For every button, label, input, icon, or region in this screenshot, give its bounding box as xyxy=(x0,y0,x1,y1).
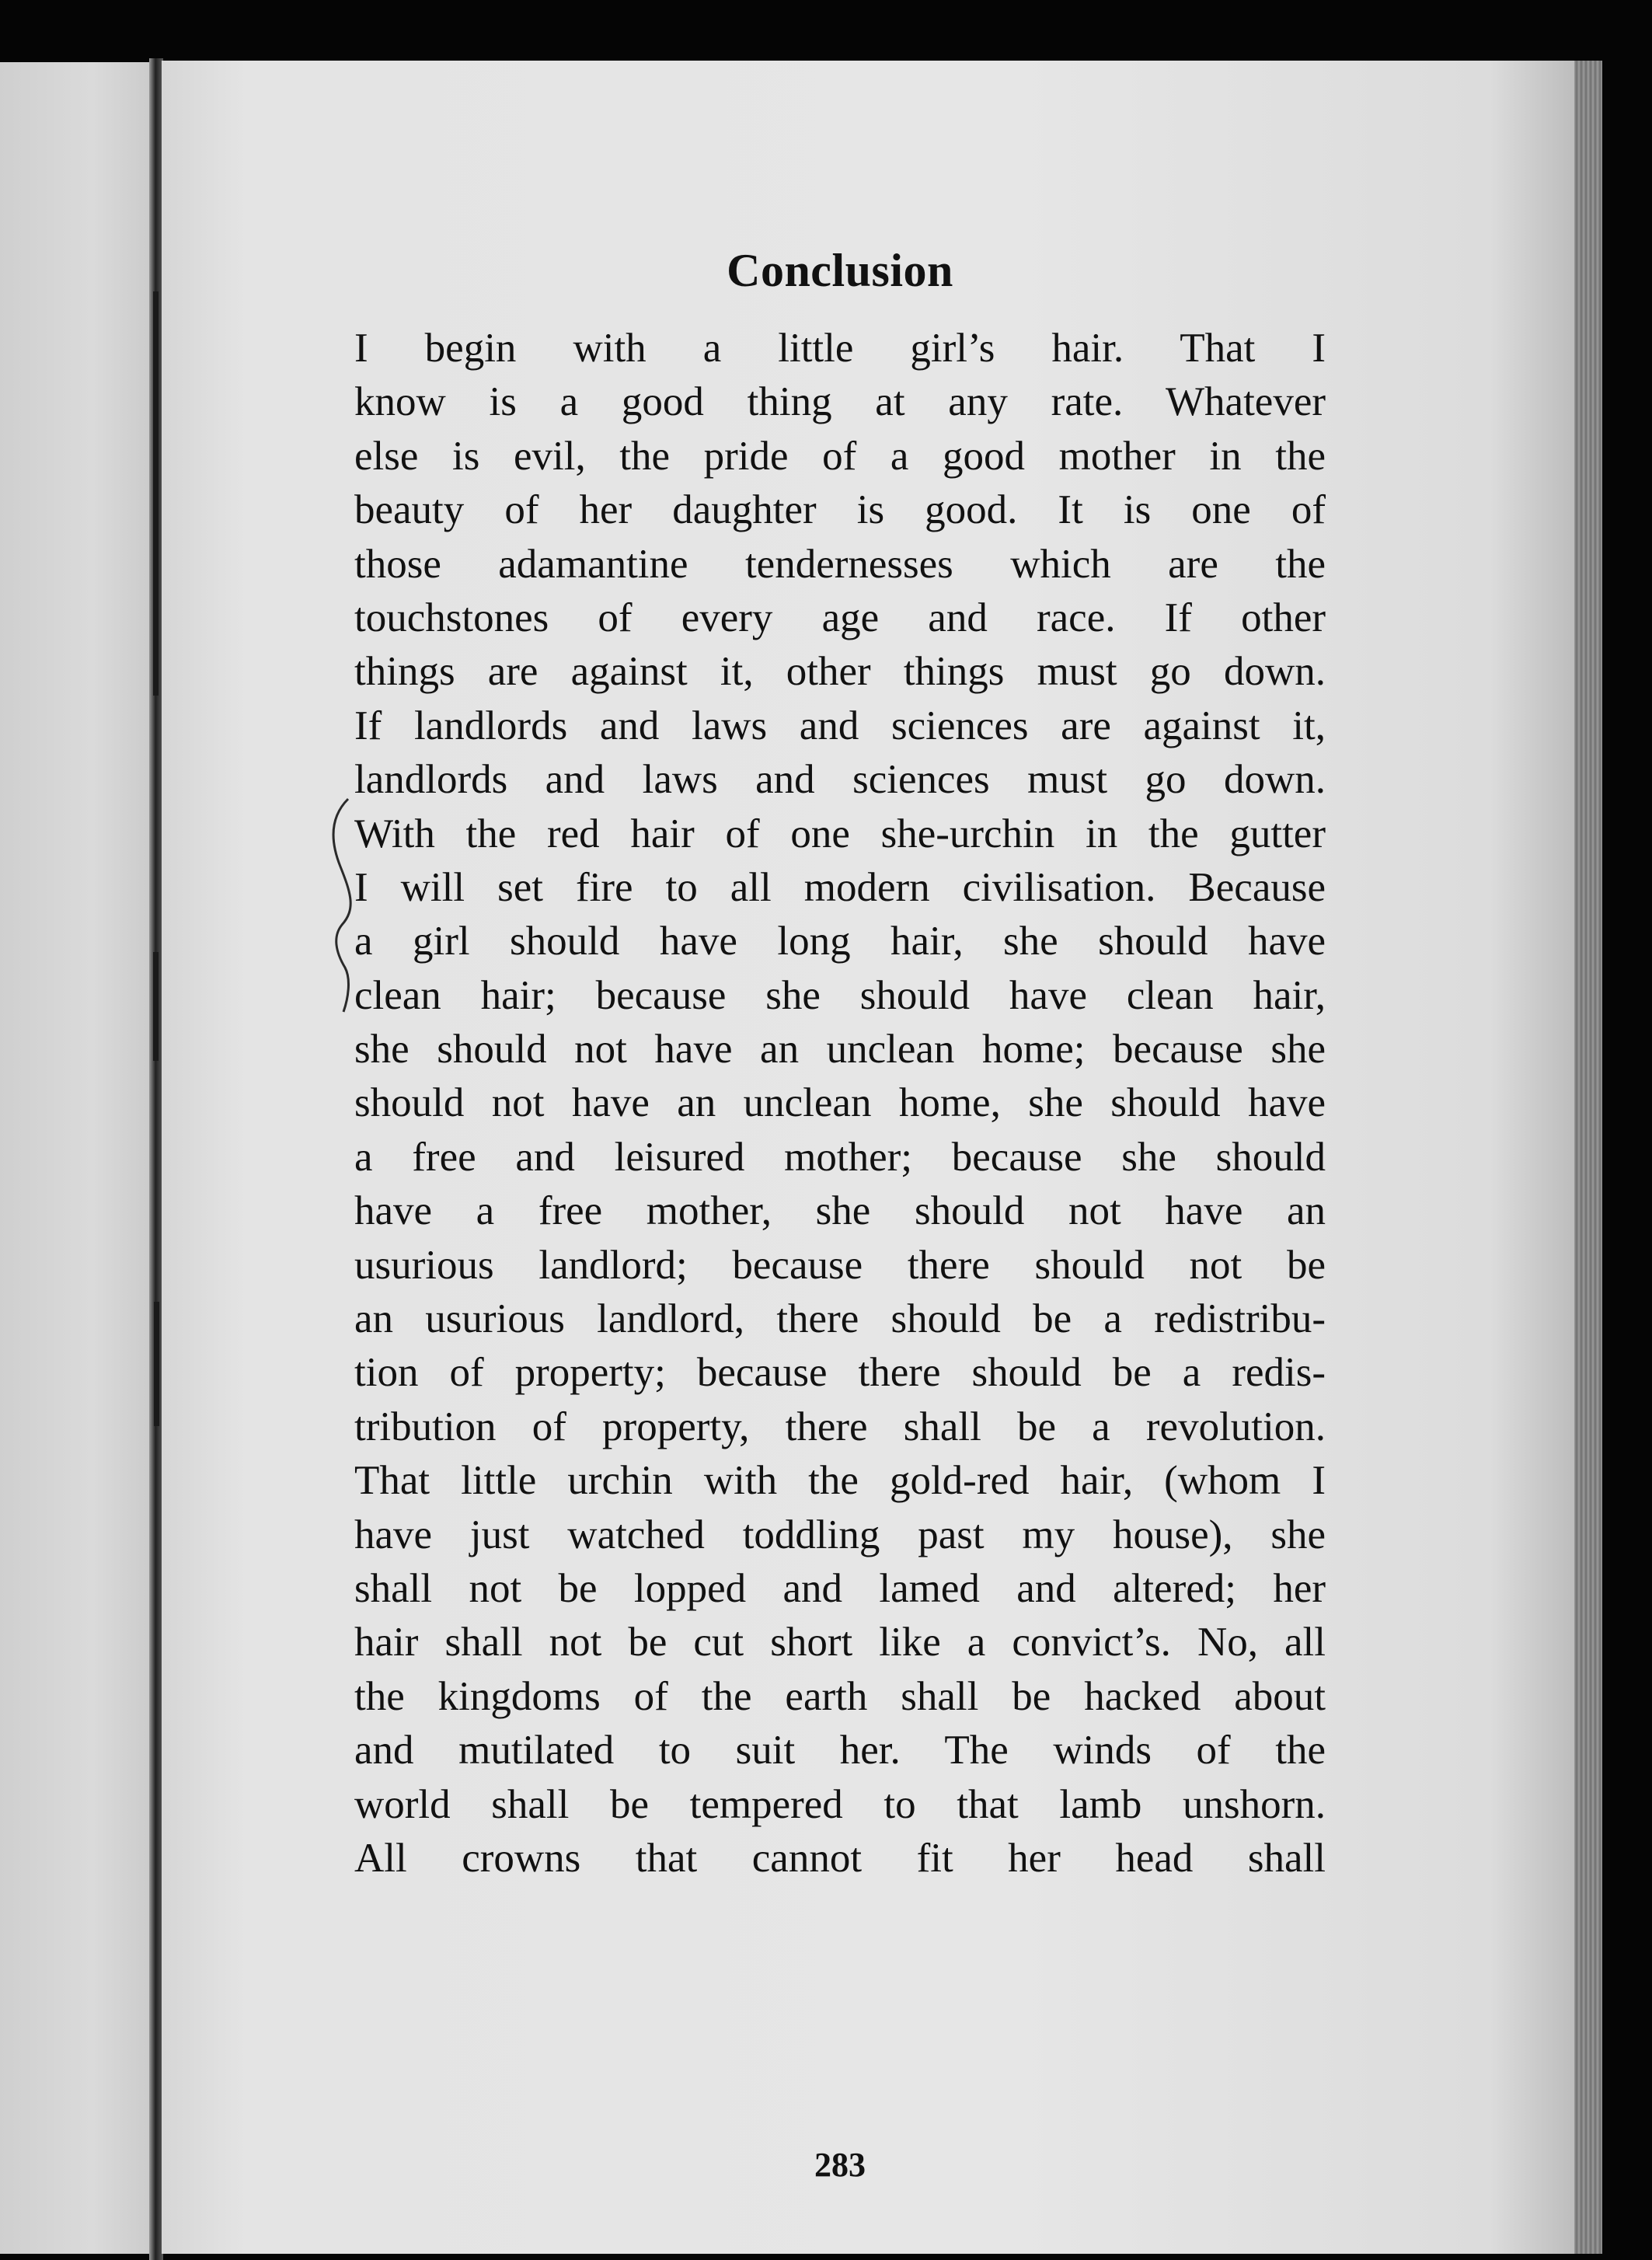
text-line: hair shall not be cut short like a convict’s. No, all xyxy=(354,1620,1326,1665)
gutter-shadow xyxy=(153,291,159,696)
text-line: should not have an unclean home, she should have xyxy=(354,1080,1326,1126)
text-column xyxy=(354,233,1326,2184)
text-line: usurious landlord; because there should not be xyxy=(354,1242,1326,1288)
text-line: I begin with a little girl’s hair. That I xyxy=(354,326,1326,371)
text-line: the kingdoms of the earth shall be hacked about xyxy=(354,1673,1326,1719)
body-text xyxy=(354,322,1326,1885)
text-line: have a free mother, she should not have an xyxy=(354,1188,1326,1234)
text-line: tion of property; because there should be a redis- xyxy=(354,1350,1326,1396)
gutter-shadow xyxy=(154,1302,159,1426)
left-page-margin xyxy=(0,62,154,2254)
page-number: 283 xyxy=(814,2146,866,2184)
text-line: shall not be lopped and lamed and altered; her xyxy=(354,1565,1326,1611)
text-line: a free and leisured mother; because she should xyxy=(354,1134,1326,1180)
text-line: clean hair; because she should have clean hair, xyxy=(354,972,1326,1018)
text-line: If landlords and laws and sciences are against it, xyxy=(354,703,1326,748)
text-line: I will set fire to all modern civilisation. Because xyxy=(354,864,1326,910)
page-edge-stack xyxy=(1574,61,1602,2254)
text-line: world shall be tempered to that lamb unshorn. xyxy=(354,1781,1326,1827)
text-line: an usurious landlord, there should be a redistribu- xyxy=(354,1296,1326,1342)
text-line: With the red hair of one she-urchin in the gutter xyxy=(354,811,1326,856)
text-line: know is a good thing at any rate. Whatever xyxy=(354,379,1326,425)
text-line: a girl should have long hair, she should have xyxy=(354,919,1326,964)
text-line: have just watched toddling past my house), she xyxy=(354,1512,1326,1557)
text-line: she should not have an unclean home; because she xyxy=(354,1027,1326,1072)
text-line: else is evil, the pride of a good mother in the xyxy=(354,433,1326,479)
text-line: landlords and laws and sciences must go down. xyxy=(354,757,1326,803)
text-line: things are against it, other things must go down. xyxy=(354,649,1326,695)
text-line: All crowns that cannot fit her head shall xyxy=(354,1835,1326,1881)
gutter-shadow xyxy=(153,952,159,1061)
text-line: and mutilated to suit her. The winds of the xyxy=(354,1728,1326,1773)
text-line: touchstones of every age and race. If other xyxy=(354,595,1326,640)
text-line: tribution of property, there shall be a revolution. xyxy=(354,1404,1326,1449)
text-line: beauty of her daughter is good. It is one of xyxy=(354,487,1326,533)
text-line: those adamantine tendernesses which are the xyxy=(354,541,1326,587)
text-line: That little urchin with the gold-red hair, (whom I xyxy=(354,1458,1326,1504)
chapter-heading: Conclusion xyxy=(727,245,953,296)
